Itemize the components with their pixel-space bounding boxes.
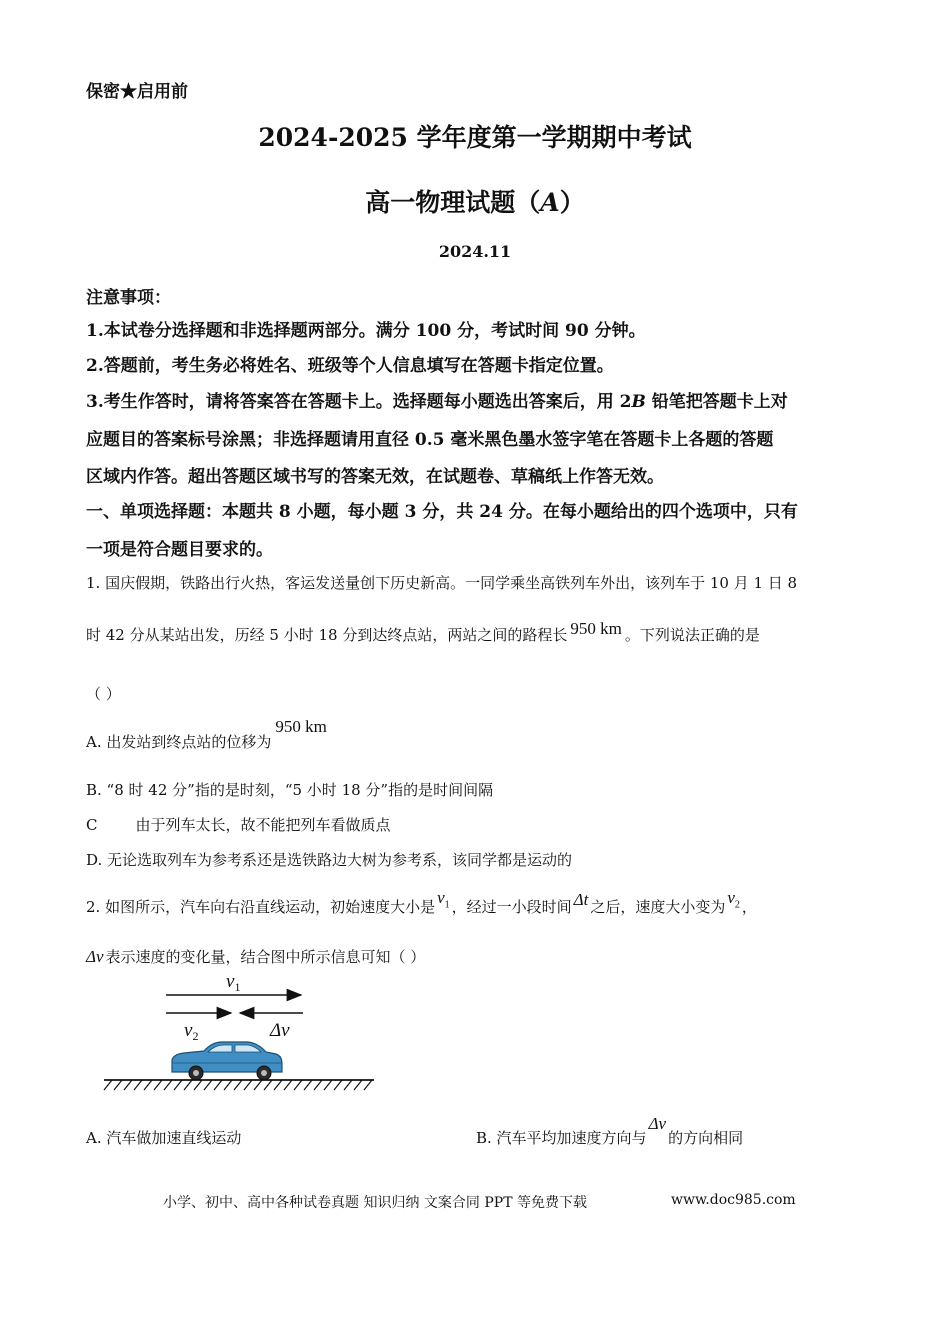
q1-option-d: D. 无论选取列车为参考系还是选铁路边大树为参考系，该同学都是运动的 bbox=[86, 851, 573, 869]
q2-option-b-end: 的方向相同 bbox=[668, 1129, 744, 1147]
note-3-line3: 区域内作答。超出答题区域书写的答案无效，在试题卷、草稿纸上作答无效。 bbox=[86, 467, 664, 487]
car-icon bbox=[172, 1042, 282, 1080]
subtitle-end: ） bbox=[559, 188, 585, 217]
q1-option-c bbox=[86, 814, 391, 835]
note-3-part-c: 铅笔把答题卡上对 bbox=[645, 392, 788, 412]
q2-option-b-text: B. 汽车平均加速度方向与 bbox=[476, 1129, 647, 1147]
fig-v1-label: $v_1$ bbox=[226, 971, 241, 994]
q1-stem-end: 。下列说法正确的是 bbox=[624, 626, 760, 644]
note-3-part-a: 3.考生作答时，请将答案答在答题卡上。选择题每小题选出答案后，用 2 bbox=[86, 392, 632, 412]
q2-v1-symbol: $v_1$ bbox=[437, 888, 450, 911]
q2-dv-symbol: Δv bbox=[86, 947, 104, 966]
footer-url[interactable]: www.doc985.com bbox=[671, 1192, 796, 1208]
q2-option-b-math: Δv bbox=[648, 1114, 667, 1133]
q2-stem-a: 2. 如图所示，汽车向右沿直线运动，初始速度大小是 bbox=[86, 898, 436, 916]
exam-date: 2024.11 bbox=[438, 242, 512, 261]
note-3-line2: 应题目的答案标号涂黑；非选择题请用直径 0.5 毫米黑色墨水签字笔在答题卡上各题的答题 bbox=[86, 430, 774, 450]
footer-text: 小学、初中、高中各种试卷真题 知识归纳 文案合同 PPT 等免费下载 bbox=[163, 1195, 587, 1211]
q2-stem-d: ， bbox=[741, 898, 757, 916]
q1-option-a-text: A. 出发站到终点站的位移为 bbox=[86, 733, 272, 751]
q1-distance-math: 950 km bbox=[570, 619, 622, 638]
exam-title: 2024-2025 学年度第一学期期中考试 bbox=[258, 123, 692, 152]
q1-option-a bbox=[86, 717, 327, 752]
q1-option-a-math: 950 km bbox=[275, 717, 327, 736]
q1-answer-paren: （ ） bbox=[86, 685, 121, 703]
fig-dv-label: Δv bbox=[270, 1020, 290, 1041]
exam-subtitle bbox=[0, 183, 950, 219]
subtitle-text: 高一物理试题（ bbox=[365, 188, 541, 217]
notes-heading: 注意事项： bbox=[86, 288, 171, 308]
q1-option-c-text: 由于列车太长，故不能把列车看做质点 bbox=[135, 816, 391, 834]
note-3-part-b: B bbox=[631, 392, 646, 412]
q2-stem-line1 bbox=[86, 888, 757, 919]
subtitle-letter: A bbox=[540, 188, 560, 217]
note-2: 2.答题前，考生务必将姓名、班级等个人信息填写在答题卡指定位置。 bbox=[86, 356, 614, 376]
q2-dt-symbol: Δt bbox=[573, 890, 589, 909]
ground-hatch bbox=[104, 1080, 374, 1090]
note-3-line1 bbox=[86, 387, 788, 412]
q2-stem-c: 之后，速度大小变为 bbox=[590, 898, 726, 916]
q1-option-c-letter: C bbox=[86, 816, 98, 834]
section-1-instructions-end: 一项是符合题目要求的。 bbox=[86, 540, 273, 560]
q2-v2-symbol: $v_2$ bbox=[727, 888, 740, 911]
section-1-instructions: 一、单项选择题：本题共 8 小题，每小题 3 分，共 24 分。在每小题给出的四个选项中，只有 bbox=[86, 502, 798, 522]
q2-car-figure bbox=[98, 968, 378, 1094]
q2-stem-line2 bbox=[86, 946, 425, 967]
q1-stem-text: 时 42 分从某站出发，历经 5 小时 18 分到达终点站，两站之间的路程长 bbox=[86, 626, 568, 644]
note-1: 1.本试卷分选择题和非选择题两部分。满分 100 分，考试时间 90 分钟。 bbox=[86, 321, 646, 341]
fig-v2-label: $v_2$ bbox=[184, 1020, 199, 1043]
q2-option-a: A. 汽车做加速直线运动 bbox=[86, 1129, 242, 1147]
q2-stem-b: ，经过一小段时间 bbox=[451, 898, 572, 916]
q2-option-b bbox=[476, 1114, 744, 1148]
q2-stem-e: 表示速度的变化量，结合图中所示信息可知（ ） bbox=[105, 948, 426, 966]
q1-stem-line1: 1. 国庆假期，铁路出行火热，客运发送量创下历史新高。一同学乘坐高铁列车外出，该列车于 10 月 1 日 8 bbox=[86, 574, 798, 592]
q1-option-b: B. “8 时 42 分”指的是时刻，“5 小时 18 分”指的是时间间隔 bbox=[86, 781, 494, 799]
confidential-label: 保密★启用前 bbox=[86, 82, 188, 102]
q1-stem-line2 bbox=[86, 619, 760, 645]
